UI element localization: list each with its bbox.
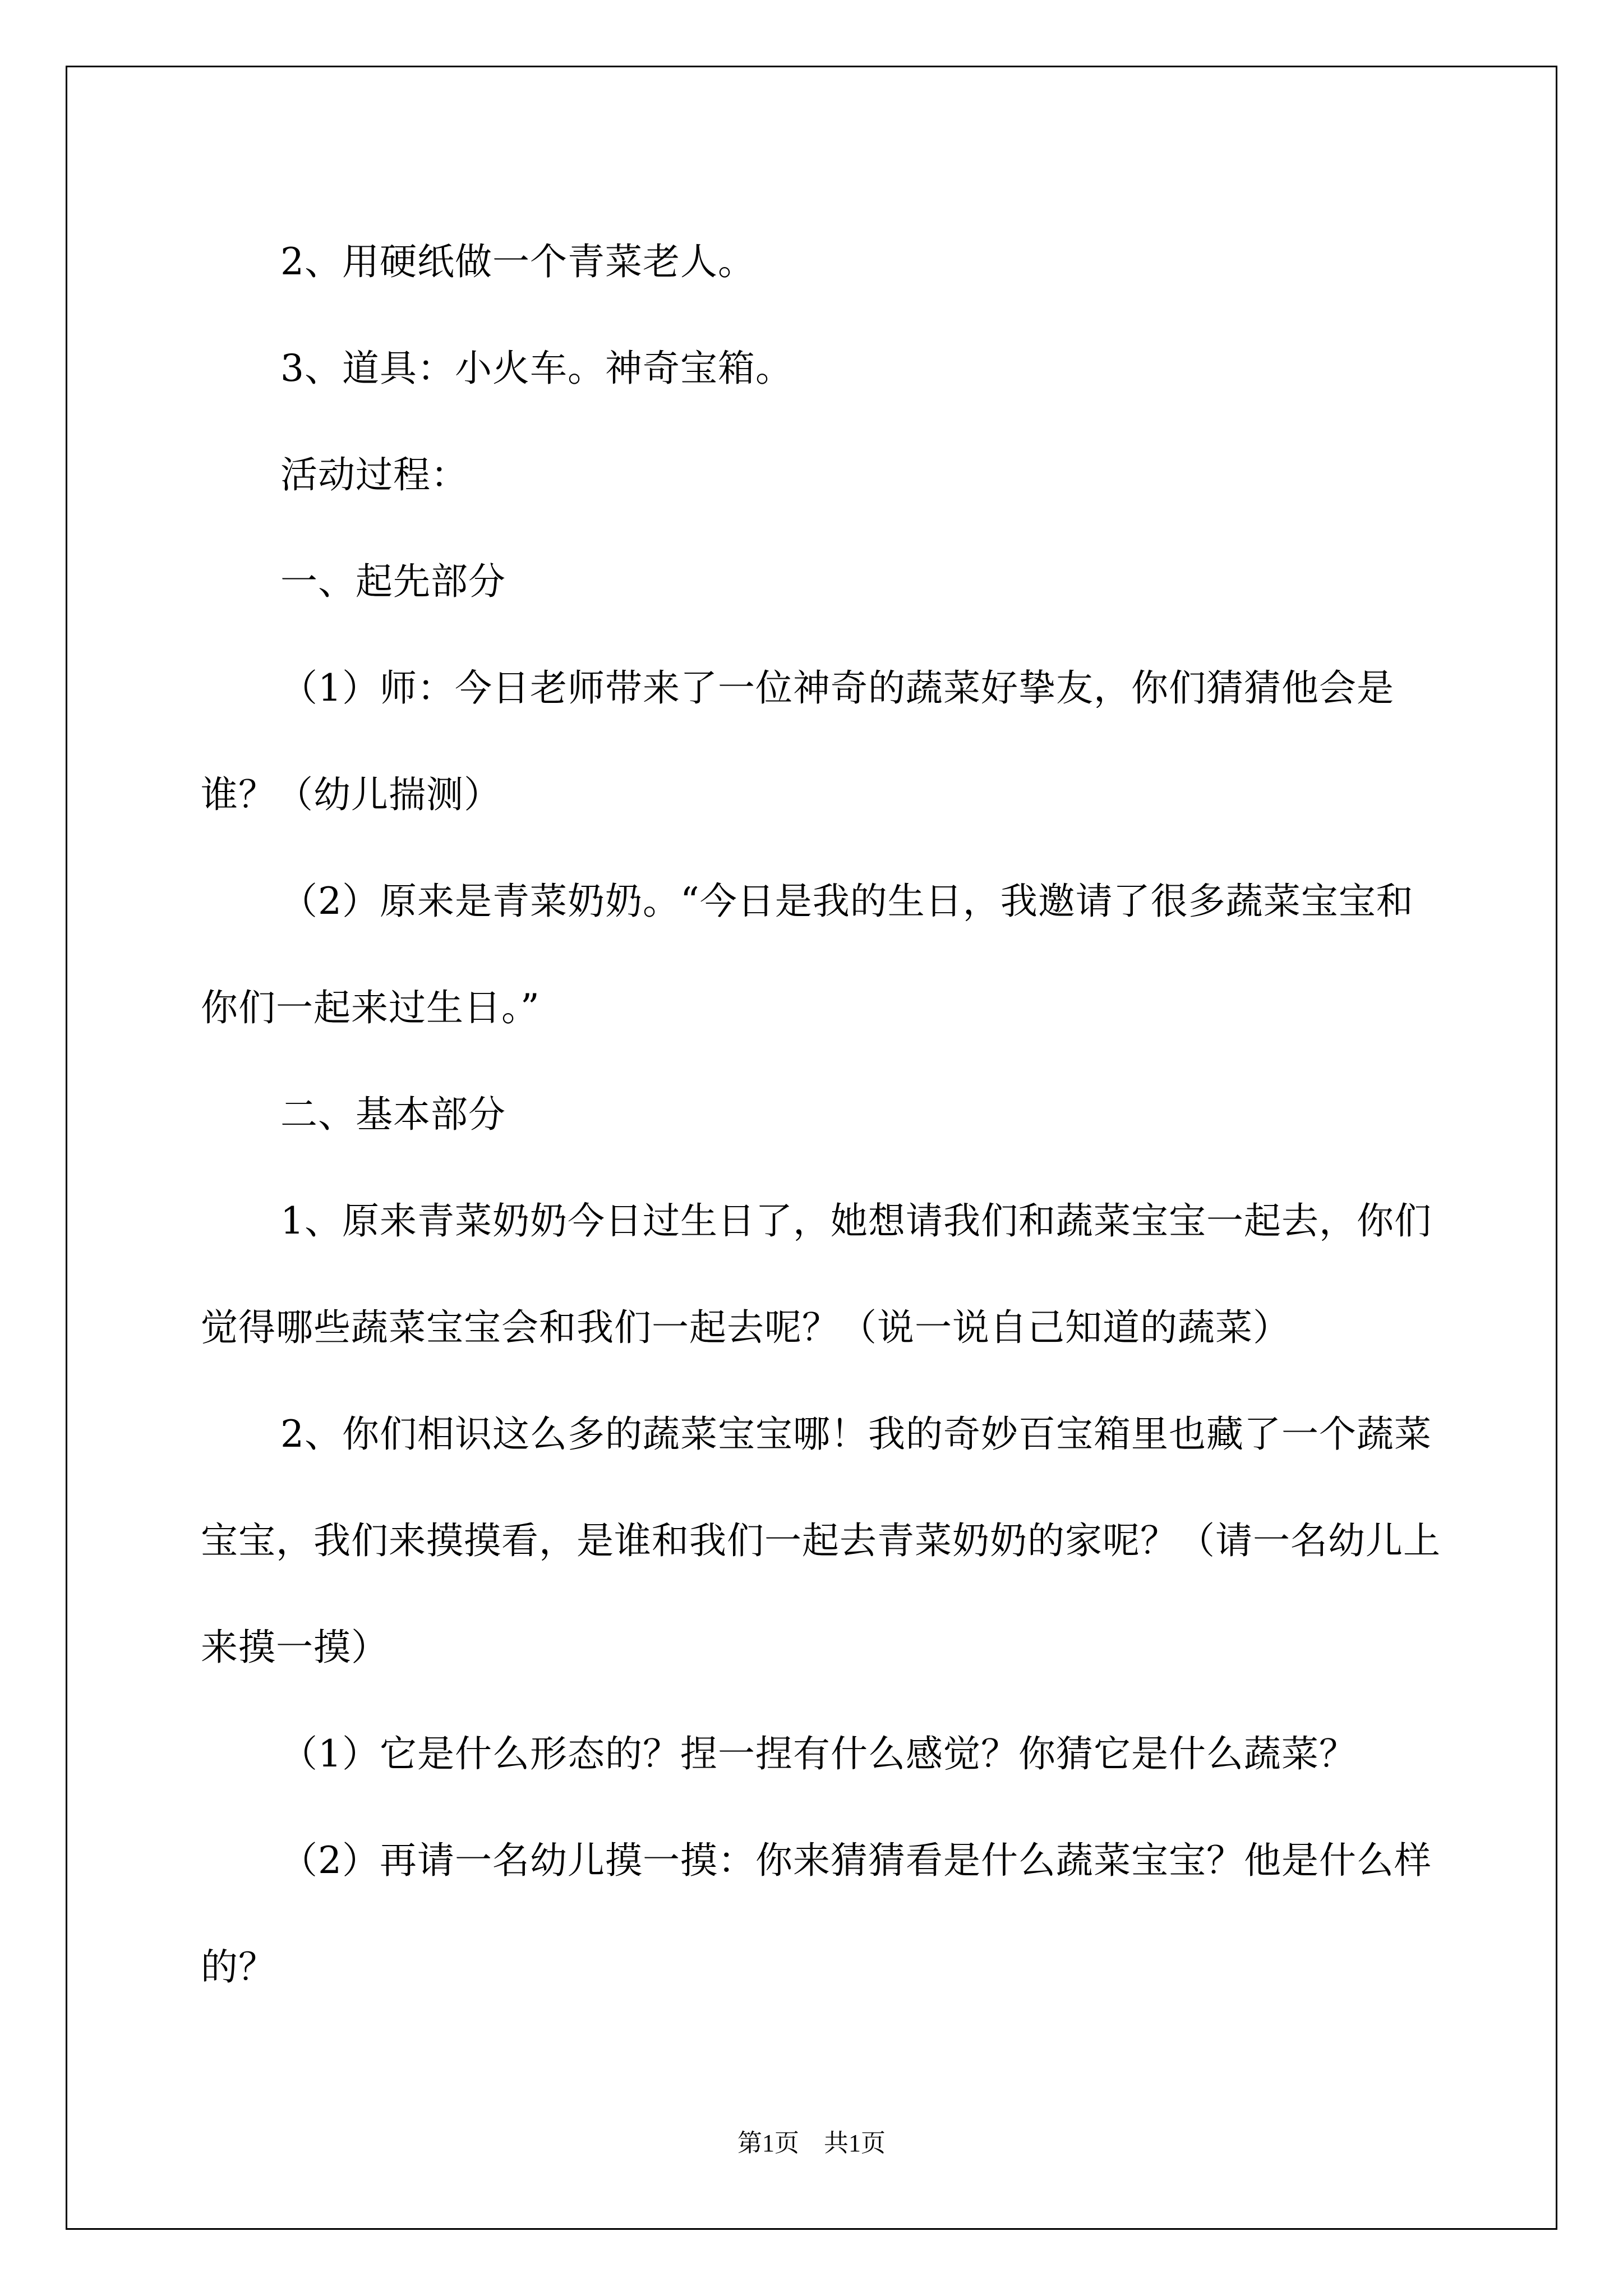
paragraph-basic-1: 1、原来青菜奶奶今日过生日了，她想请我们和蔬菜宝宝一起去，你们觉得哪些蔬菜宝宝会和我们一起去呢？（说一说自己知道的蔬菜） (201, 1199, 1432, 1349)
paragraph-material-2: 2、用硬纸做一个青菜老人。 (280, 240, 755, 283)
paragraph-material-3: 3、道具：小火车。神奇宝箱。 (280, 347, 793, 390)
paragraph-basic-2: 2、你们相识这么多的蔬菜宝宝哪！我的奇妙百宝箱里也藏了一个蔬菜宝宝，我们来摸摸看，是谁和我们一起去青菜奶奶的家呢？（请一名幼儿上来摸一摸） (201, 1412, 1441, 1669)
paragraph-process-heading: 活动过程： (280, 453, 468, 496)
paragraph-basic-2-sub-2: （2）再请一名幼儿摸一摸：你来猜猜看是什么蔬菜宝宝？他是什么样的？ (201, 1839, 1432, 1989)
section-heading-basic: 二、基本部分 (280, 1093, 506, 1136)
page-footer: 第1页 共1页 (737, 2129, 886, 2157)
document-body (201, 209, 1444, 2021)
section-heading-opening: 一、起先部分 (280, 560, 506, 603)
paragraph-basic-2-sub-1: （1）它是什么形态的？捏一捏有什么感觉？你猜它是什么蔬菜？ (280, 1732, 1357, 1775)
paragraph-opening-1: （1）师：今日老师带来了一位神奇的蔬菜好挚友，你们猜猜他会是谁？（幼儿揣测） (201, 666, 1394, 816)
paragraph-opening-2: （2）原来是青菜奶奶。“今日是我的生日，我邀请了很多蔬菜宝宝和你们一起来过生日。” (201, 880, 1414, 1029)
